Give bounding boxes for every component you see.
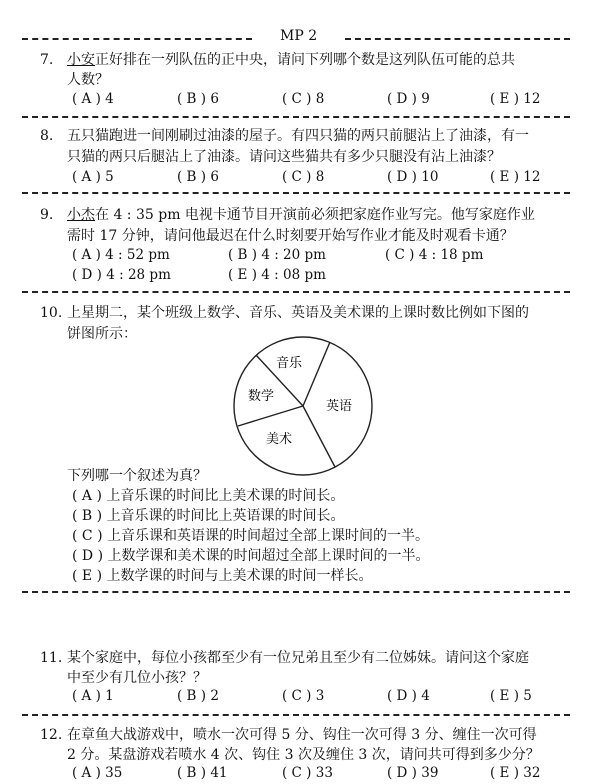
- question-11-option-a[interactable]: ( A ) 1: [72, 688, 114, 704]
- question-11-line-2: 中至少有几位小孩？？: [67, 670, 207, 686]
- pie-label-english: 英语: [326, 399, 353, 414]
- question-8-option-e[interactable]: ( E ) 12: [490, 169, 541, 185]
- question-10-number: 10.: [40, 305, 63, 321]
- question-9-option-e[interactable]: ( E ) 4 : 08 pm: [228, 267, 326, 283]
- divider-9: [22, 291, 570, 293]
- question-7-name: 小安: [67, 52, 95, 68]
- question-10-option-b[interactable]: ( B ) 上音乐课的时间比上英语课的时间长。: [72, 508, 345, 524]
- divider-11: [22, 714, 570, 716]
- question-7-number: 7.: [40, 52, 54, 68]
- question-7-option-c[interactable]: ( C ) 8: [282, 91, 325, 107]
- question-11-number: 11.: [40, 650, 63, 666]
- question-10-option-e[interactable]: ( E ) 上数学课的时间与上美术课的时间一样长。: [72, 568, 373, 584]
- header-dash-left: [22, 38, 252, 40]
- question-10-prompt: 下列哪一个叙述为真？: [67, 468, 207, 484]
- question-12-option-a[interactable]: ( A ) 35: [72, 765, 123, 781]
- question-10-line-1: 上星期二，某个班级上数学、音乐、英语及美术课的上课时数比例如下图的: [67, 305, 529, 321]
- divider-8: [22, 192, 570, 194]
- question-11-option-e[interactable]: ( E ) 5: [490, 688, 532, 704]
- question-7-option-a[interactable]: ( A ) 4: [72, 91, 114, 107]
- pie-chart: [228, 331, 378, 481]
- question-12-line-1: 在章鱼大战游戏中，喷水一次可得 5 分、钩住一次可得 3 分、缠住一次可得: [67, 727, 537, 743]
- question-9-number: 9.: [40, 207, 54, 223]
- pie-label-art: 美术: [266, 432, 293, 447]
- header-dash-right: [345, 38, 570, 40]
- question-11-line-1: 某个家庭中，每位小孩都至少有一位兄弟且至少有二位姊妹。请问这个家庭: [67, 650, 529, 666]
- question-10-option-a[interactable]: ( A ) 上音乐课的时间比上美术课的时间长。: [72, 488, 345, 504]
- question-8-option-b[interactable]: ( B ) 6: [177, 169, 219, 185]
- question-11-option-d[interactable]: ( D ) 4: [387, 688, 430, 704]
- question-8-option-d[interactable]: ( D ) 10: [387, 169, 439, 185]
- question-11-option-c[interactable]: ( C ) 3: [282, 688, 325, 704]
- question-8-option-a[interactable]: ( A ) 5: [72, 169, 114, 185]
- question-12-option-e[interactable]: ( E ) 32: [490, 765, 541, 781]
- question-9-option-d[interactable]: ( D ) 4 : 28 pm: [72, 267, 171, 283]
- question-8-line-1: 五只猫跑进一间刚刷过油漆的屋子。有四只猫的两只前腿沾上了油漆，有一: [67, 128, 529, 144]
- divider-10: [22, 591, 570, 593]
- question-7-option-d[interactable]: ( D ) 9: [387, 91, 430, 107]
- question-7-option-b[interactable]: ( B ) 6: [177, 91, 219, 107]
- question-9-line-1: [67, 205, 535, 225]
- question-12-option-b[interactable]: ( B ) 41: [177, 765, 228, 781]
- question-7-line-2: 人数？: [67, 72, 109, 88]
- question-12-option-d[interactable]: ( D ) 39: [387, 765, 439, 781]
- question-10-option-d[interactable]: ( D ) 上数学课和美术课的时间超过全部上课时间的一半。: [72, 548, 430, 564]
- question-9-line-2: 需时 17 分钟，请问他最迟在什么时刻要开始写作业才能及时观看卡通？: [67, 228, 514, 244]
- pie-label-math: 数学: [248, 389, 275, 404]
- question-10-line-2: 饼图所示：: [67, 326, 137, 342]
- pie-label-music: 音乐: [276, 356, 303, 371]
- question-11-option-b[interactable]: ( B ) 2: [177, 688, 219, 704]
- question-9-name: 小杰: [67, 207, 95, 223]
- question-10-option-c[interactable]: ( C ) 上音乐课和英语课的时间超过全部上课时间的一半。: [72, 528, 429, 544]
- question-9-option-a[interactable]: ( A ) 4 : 52 pm: [72, 247, 170, 263]
- question-8-option-c[interactable]: ( C ) 8: [282, 169, 325, 185]
- question-9-line-1-rest: 在 4 : 35 pm 电视卡通节目开演前必须把家庭作业写完。他写家庭作业: [95, 207, 535, 223]
- page-label: MP 2: [280, 28, 318, 44]
- question-8-line-2: 只猫的两只后腿沾上了油漆。请问这些猫共有多少只腿没有沾上油漆？: [67, 149, 501, 165]
- divider-7: [22, 116, 570, 118]
- question-9-option-c[interactable]: ( C ) 4 : 18 pm: [385, 247, 484, 263]
- question-12-line-2: 2 分。某盘游戏若喷水 4 次、钩住 3 次及缠住 3 次，请问共可得到多少分？: [67, 747, 540, 763]
- question-7-line-1-rest: 正好排在一列队伍的正中央，请问下列哪个数是这列队伍可能的总共: [95, 52, 515, 68]
- question-9-option-b[interactable]: ( B ) 4 : 20 pm: [228, 247, 326, 263]
- question-7-line-1: [67, 50, 515, 70]
- question-12-number: 12.: [40, 727, 63, 743]
- question-12-option-c[interactable]: ( C ) 33: [282, 765, 333, 781]
- question-7-option-e[interactable]: ( E ) 12: [490, 91, 541, 107]
- question-8-number: 8.: [40, 128, 54, 144]
